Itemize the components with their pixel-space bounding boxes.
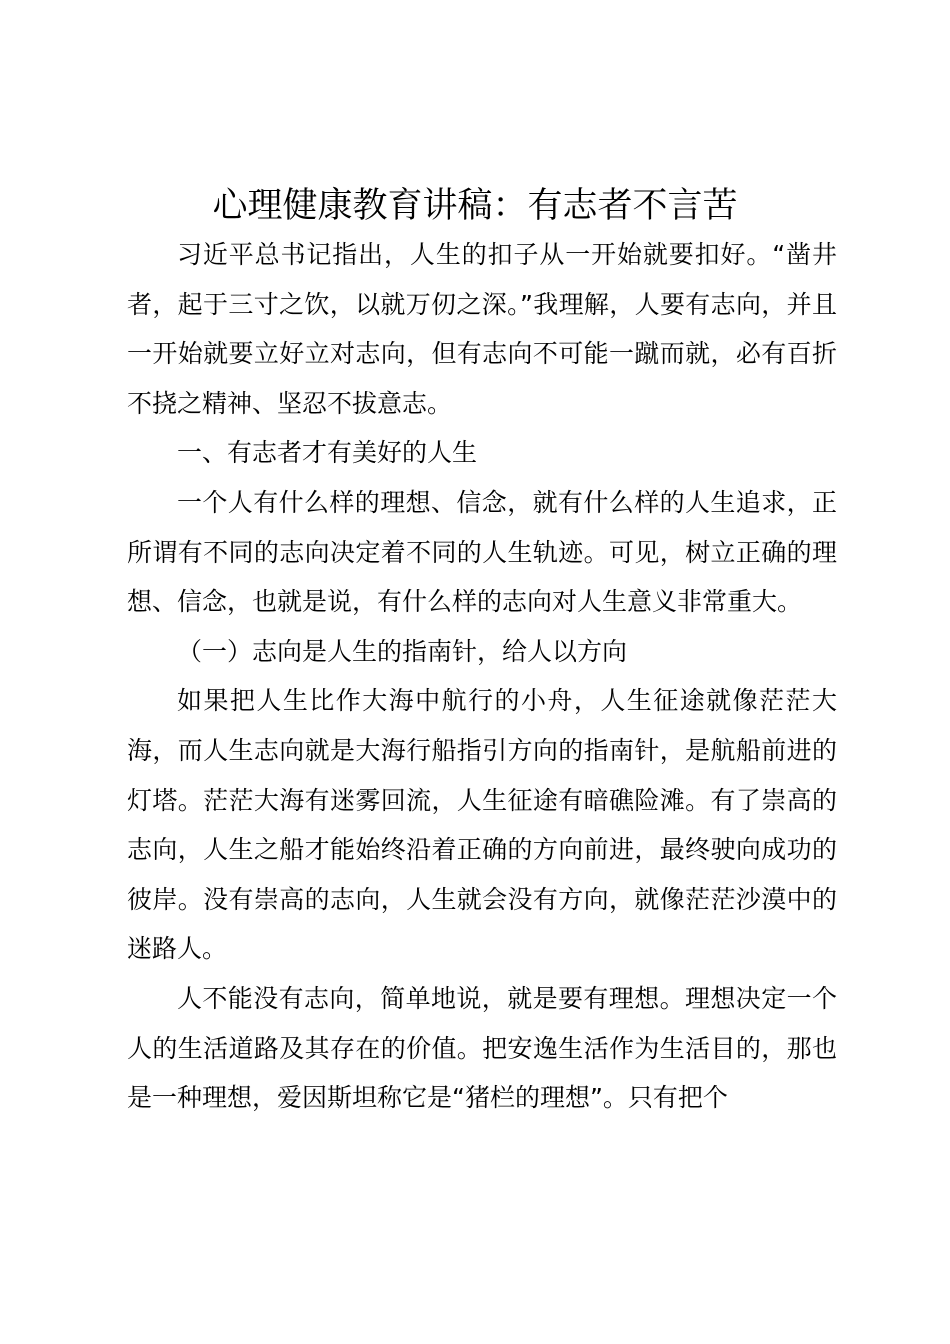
document-title: 心理健康教育讲稿：有志者不言苦 bbox=[212, 186, 738, 226]
paragraph-intro: 习近平总书记指出，人生的扣子从一开始就要扣好。“凿井者，起于三寸之饮，以就万仞之深。”我理解，人要有志向，并且一开始就要立好立对志向，但有志向不可能一蹴而就，必有百折不挠之精神、坚忍不拔意志。 bbox=[127, 240, 837, 418]
paragraph-compass: 如果把人生比作大海中航行的小舟，人生征途就像茫茫大海，而人生志向就是大海行船指引方向的指南针，是航船前进的灯塔。茫茫大海有迷雾回流，人生征途有暗礁险滩。有了崇高的志向，人生之船才能始终沿着正确的方向前进，最终驶向成功的彼岸。没有崇高的志向，人生就会没有方向，就像茫茫沙漠中的迷路人。 bbox=[127, 686, 837, 964]
paragraph-section-1: 一个人有什么样的理想、信念，就有什么样的人生追求，正所谓有不同的志向决定着不同的人生轨迹。可见，树立正确的理想、信念，也就是说，有什么样的志向对人生意义非常重大。 bbox=[127, 487, 837, 617]
subsection-heading-1: （一）志向是人生的指南针，给人以方向 bbox=[177, 636, 628, 666]
paragraph-ideal: 人不能没有志向，简单地说，就是要有理想。理想决定一个人的生活道路及其存在的价值。把安逸生活作为生活目的，那也是一种理想，爱因斯坦称它是“猪栏的理想”。只有把个 bbox=[127, 983, 837, 1113]
document-body bbox=[127, 230, 837, 1123]
section-heading-1: 一、有志者才有美好的人生 bbox=[177, 438, 478, 468]
